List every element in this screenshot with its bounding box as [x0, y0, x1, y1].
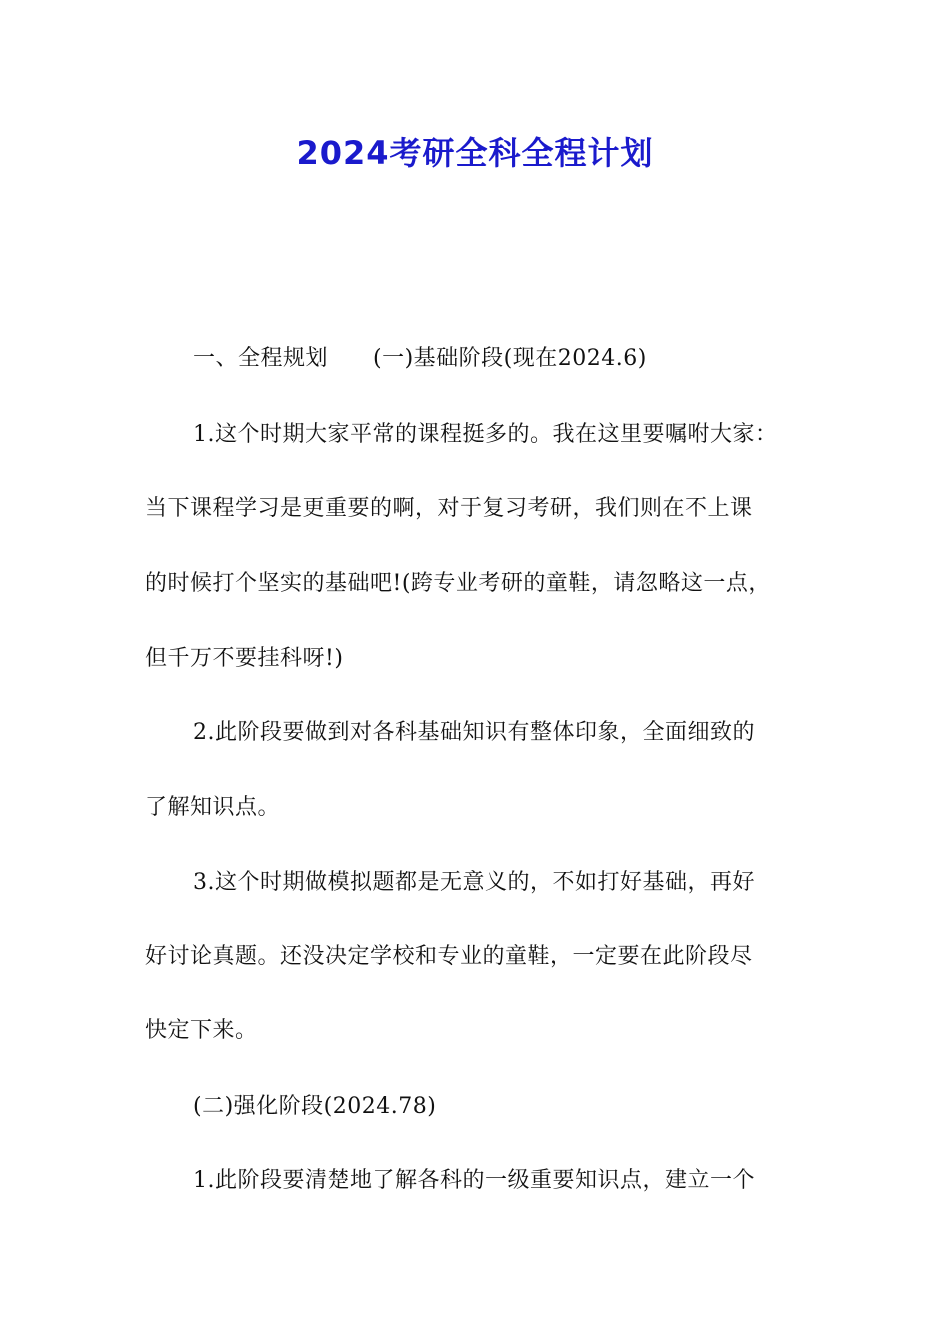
- paragraph-line: 好讨论真题。还没决定学校和专业的童鞋，一定要在此阶段尽: [145, 944, 753, 969]
- section-heading-plan: 一、全程规划 (一)基础阶段(现在2024.6): [193, 346, 647, 371]
- paragraph-line: 的时候打个坚实的基础吧!(跨专业考研的童鞋，请忽略这一点，: [145, 571, 771, 596]
- paragraph-line: 快定下来。: [145, 1018, 258, 1043]
- paragraph-line: 3.这个时期做模拟题都是无意义的，不如打好基础，再好: [193, 870, 755, 895]
- paragraph-line: 但千万不要挂科呀!): [145, 646, 344, 671]
- paragraph-line: 1.此阶段要清楚地了解各科的一级重要知识点，建立一个: [193, 1168, 755, 1193]
- paragraph-line: 1.这个时期大家平常的课程挺多的。我在这里要嘱咐大家：: [193, 422, 778, 447]
- paragraph-line: 了解知识点。: [145, 795, 281, 820]
- paragraph-line: 当下课程学习是更重要的啊，对于复习考研，我们则在不上课: [145, 496, 753, 521]
- paragraph-line: 2.此阶段要做到对各科基础知识有整体印象，全面细致的: [193, 720, 755, 745]
- document-title: 2024考研全科全程计划: [296, 134, 654, 172]
- section-heading-strengthen: (二)强化阶段(2024.78): [193, 1094, 437, 1119]
